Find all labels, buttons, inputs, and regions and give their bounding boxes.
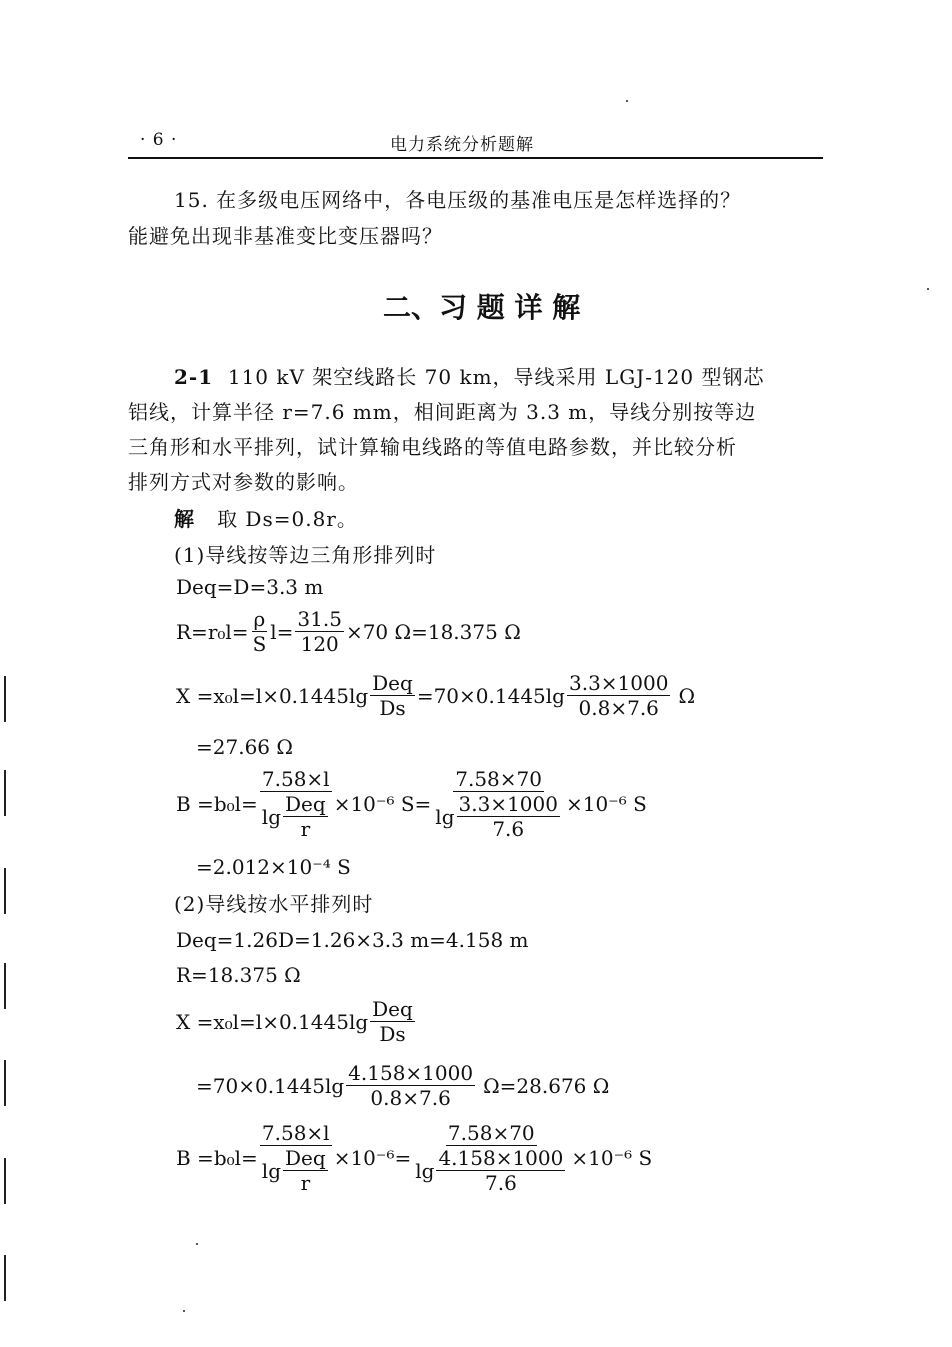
- running-title: 电力系统分析题解: [390, 135, 534, 155]
- fraction: [260, 768, 332, 840]
- fraction: [433, 768, 564, 840]
- resistance-equation-1: [176, 608, 521, 655]
- scan-edge-mark: [4, 770, 6, 816]
- reactance-equation-2-line2: [196, 1062, 609, 1109]
- denominator: [433, 792, 564, 840]
- problem-statement-line1: [174, 360, 764, 394]
- fraction: [370, 998, 415, 1045]
- lg-text: lg: [435, 804, 455, 829]
- denominator: Ds: [379, 696, 406, 720]
- fraction: [260, 1122, 332, 1194]
- fraction: [283, 1147, 328, 1194]
- scan-edge-mark: [4, 1060, 6, 1106]
- numerator: Deq: [372, 671, 413, 695]
- header-rule: [128, 157, 823, 159]
- resistance-equation-2: R=18.375 Ω: [176, 963, 301, 987]
- fraction: [567, 672, 670, 719]
- solution-given: 取 Ds=0.8r。: [217, 507, 358, 531]
- denominator: r: [300, 817, 311, 841]
- denominator: [260, 792, 332, 840]
- eq-text: ×10⁻⁶ S: [565, 792, 647, 816]
- problem-statement-line4: 排列方式对参数的影响。: [128, 470, 359, 494]
- scan-edge-mark: [4, 963, 6, 1009]
- fraction: [436, 1147, 565, 1194]
- numerator: 4.158×1000: [438, 1146, 564, 1170]
- eq-text: B =b₀l=: [176, 1146, 258, 1170]
- susceptance-equation-1: [176, 768, 647, 840]
- problem-number: 2-1: [174, 365, 214, 389]
- eq-text: X =x₀l=l×0.1445lg: [176, 683, 369, 708]
- denominator: 0.8×7.6: [578, 696, 659, 720]
- eq-text: ×70 Ω=18.375 Ω: [345, 619, 521, 644]
- reactance-equation-2: [176, 998, 417, 1045]
- numerator: 3.3×1000: [568, 671, 669, 695]
- eq-text: X =x₀l=l×0.1445lg: [176, 1009, 369, 1034]
- page-number: · 6 ·: [140, 130, 178, 150]
- case1-title: (1)导线按等边三角形排列时: [174, 543, 437, 567]
- deq-case1: Deq=D=3.3 m: [176, 575, 324, 599]
- denominator: S: [252, 632, 267, 656]
- fraction: [457, 793, 560, 840]
- numerator: ρ: [253, 607, 266, 631]
- fraction: [283, 793, 328, 840]
- fraction: [413, 1122, 569, 1194]
- fraction: [295, 608, 344, 655]
- denominator: 120: [300, 632, 339, 656]
- eq-text: =70×0.1445lg: [196, 1073, 345, 1098]
- eq-text: Ω: [678, 683, 696, 708]
- lg-text: lg: [261, 804, 281, 829]
- numerator: 7.58×70: [447, 1121, 535, 1145]
- scan-speck: [183, 1310, 185, 1312]
- denominator: 0.8×7.6: [370, 1086, 451, 1110]
- solution-intro: [174, 502, 358, 536]
- numerator: 7.58×l: [261, 767, 330, 791]
- eq-text: ×10⁻⁶=: [333, 1146, 412, 1170]
- scan-edge-mark: [4, 1255, 6, 1301]
- denominator: 7.6: [484, 1171, 517, 1195]
- numerator: 7.58×70: [455, 767, 542, 791]
- numerator: 7.58×l: [261, 1121, 330, 1145]
- eq-text: l=: [270, 619, 294, 644]
- eq-text: B =b₀l=: [176, 792, 258, 816]
- denominator: Ds: [379, 1022, 406, 1046]
- scan-edge-mark: [4, 868, 6, 914]
- fraction: [370, 672, 415, 719]
- denominator: 7.6: [492, 817, 525, 841]
- eq-text: R=r₀l=: [176, 619, 249, 644]
- eq-text: ×10⁻⁶ S: [571, 1146, 653, 1170]
- scan-speck: [196, 1243, 198, 1245]
- scan-edge-mark: [4, 676, 6, 722]
- solution-label: 解: [174, 507, 195, 531]
- case2-title: (2)导线按水平排列时: [174, 892, 374, 916]
- numerator: 31.5: [297, 607, 342, 631]
- question-15-line2: 能避免出现非基准变比变压器吗？: [128, 224, 443, 248]
- eq-text: ×10⁻⁶ S=: [333, 792, 432, 816]
- scan-speck: [626, 100, 628, 102]
- susceptance-equation-2: [176, 1122, 652, 1194]
- numerator: Deq: [285, 792, 326, 816]
- fraction: [251, 608, 269, 655]
- problem-statement-line3: 三角形和水平排列，试计算输电线路的等值电路参数，并比较分析: [128, 435, 737, 459]
- reactance-equation-1: [176, 672, 695, 719]
- problem-text: 110 kV 架空线路长 70 km，导线采用 LGJ-120 型钢芯: [227, 365, 765, 389]
- eq-text: Ω=28.676 Ω: [483, 1073, 610, 1098]
- lg-text: lg: [261, 1158, 281, 1183]
- fraction: [346, 1062, 475, 1109]
- numerator: 4.158×1000: [348, 1061, 474, 1085]
- lg-text: lg: [415, 1158, 435, 1183]
- reactance-result-1: =27.66 Ω: [196, 735, 293, 759]
- denominator: r: [300, 1171, 311, 1195]
- numerator: Deq: [285, 1146, 326, 1170]
- problem-statement-line2: 铝线，计算半径 r=7.6 mm，相间距离为 3.3 m，导线分别按等边: [128, 400, 757, 424]
- denominator: [413, 1146, 569, 1194]
- scan-edge-mark: [4, 1158, 6, 1204]
- denominator: [260, 1146, 332, 1194]
- numerator: Deq: [372, 997, 413, 1021]
- scan-speck: [927, 288, 929, 290]
- deq-case2: Deq=1.26D=1.26×3.3 m=4.158 m: [176, 928, 529, 952]
- numerator: 3.3×1000: [458, 792, 558, 816]
- question-15-line1: 15. 在多级电压网络中，各电压级的基准电压是怎样选择的？: [174, 188, 742, 212]
- eq-text: =70×0.1445lg: [416, 683, 565, 708]
- susceptance-result-1: =2.012×10⁻⁴ S: [196, 855, 351, 879]
- section-title: 二、习 题 详 解: [383, 291, 581, 324]
